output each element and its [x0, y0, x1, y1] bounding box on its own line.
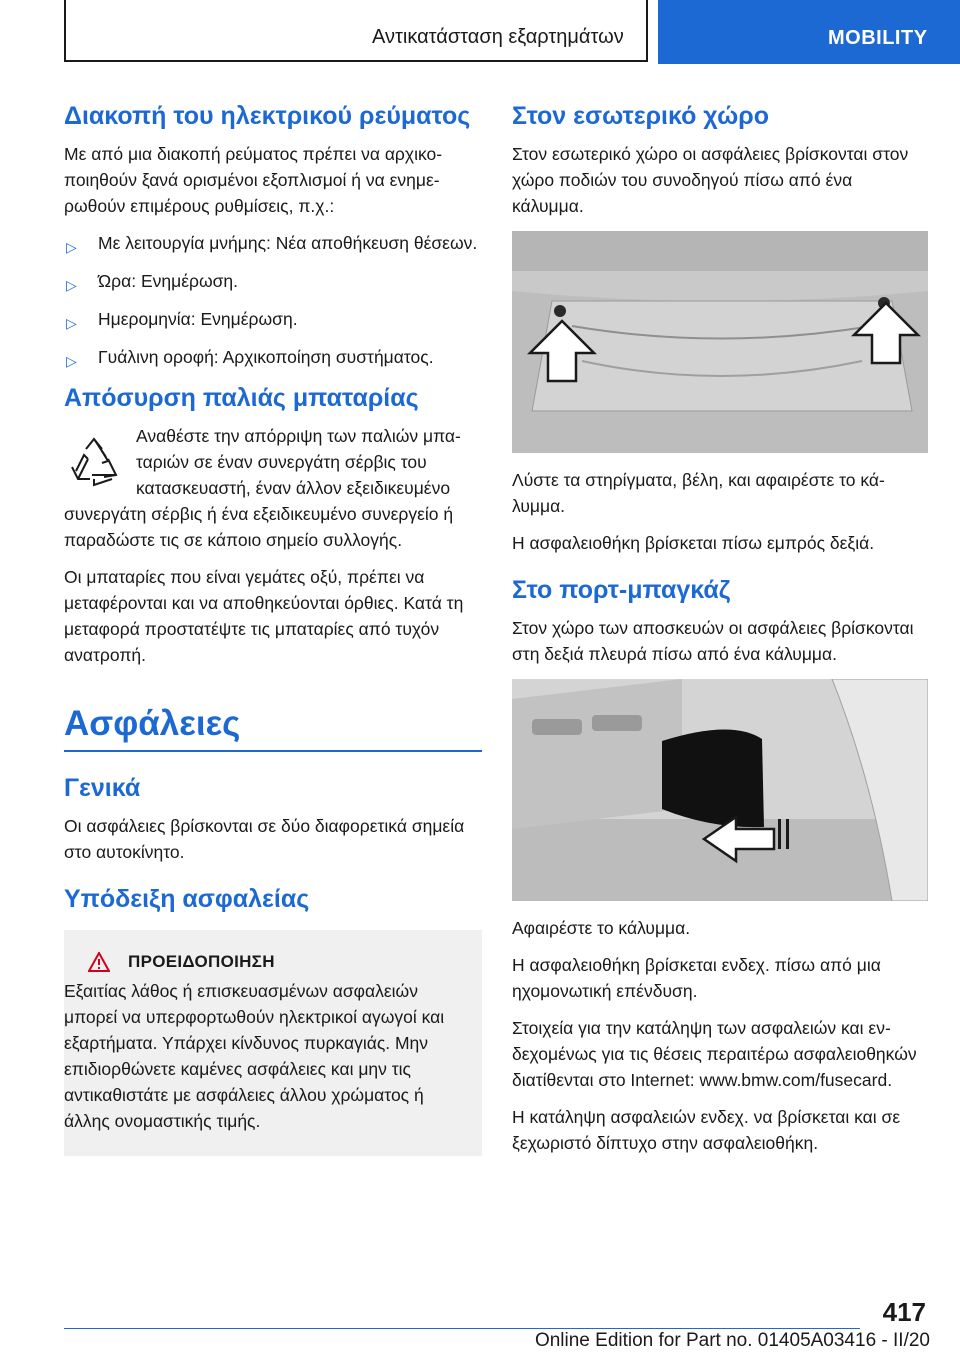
fuse-leaflet-text: Η κατάληψη ασφαλειών ενδεχ. να βρίσκεται και σε ξεχωριστό δίπτυχο στην ασφαλειοθήκη. — [512, 1107, 901, 1153]
left-column — [64, 100, 482, 1156]
battery-disposal-text: Αναθέστε την απόρριψη των παλιών μπαταριών σε έναν συνεργάτη σέρβις του κατασκευαστή, έναν άλλον εξειδικευμένο συνεργάτη σέρβις ή ένα εξειδικευμένο συνεργείο ή παραδώστε τις σε κάποιο σημείο συλλογής. — [64, 426, 461, 550]
general-text: Οι ασφάλειες βρίσκονται σε δύο διαφορετικά σημεία στο αυτοκίνητο. — [64, 816, 465, 862]
fusecard-info-text: Στοιχεία για την κατάληψη των ασφαλειών και ενδεχομένως για τις θέσεις περαιτέρω ασφαλειοθηκών διατίθενται στο Internet: www.bmw.com/fusecard. — [512, 1018, 917, 1090]
power-interruption-intro: Με από μια διακοπή ρεύματος πρέπει να αρχικοποιηθούν ξανά ορισμένοι εξοπλισμοί ή να ενημερωθούν επιμέρους ρυθμίσεις, π.χ.: — [64, 144, 443, 216]
list-item: ▷ Με λειτουργία μνήμης: Νέα αποθήκευση θέσεων. — [64, 230, 482, 256]
interior-location-text: Η ασφαλειοθήκη βρίσκεται πίσω εμπρός δεξιά. — [512, 533, 875, 553]
heading-power-interruption: Διακοπή του ηλεκτρικού ρεύματος — [64, 102, 471, 130]
triangle-bullet-icon: ▷ — [66, 353, 77, 369]
trunk-fuse-cover-photo — [512, 679, 928, 901]
edition-footer: Online Edition for Part no. 01405A03416 - II/20 — [534, 1330, 930, 1351]
section-divider — [64, 750, 482, 752]
interior-intro: Στον εσωτερικό χώρο οι ασφάλειες βρίσκονται στον χώρο ποδιών του συνοδηγού πίσω από ένα κάλυμμα. — [512, 144, 909, 216]
triangle-bullet-icon: ▷ — [66, 239, 77, 255]
triangle-bullet-icon: ▷ — [66, 315, 77, 331]
tab-mobility[interactable] — [658, 0, 960, 64]
power-interruption-list — [64, 230, 482, 370]
list-item: ▷ Ημερομηνία: Ενημέρωση. — [64, 306, 482, 332]
warning-text: Εξαιτίας λάθος ή επισκευασμένων ασφαλειών μπορεί να υπερφορτωθούν ηλεκτρικοί αγωγοί και εξαρτήματα. Υπάρχει κίνδυνος πυρκαγιάς. Μην επιδιορθώνετε καμένες ασφάλειες και μην τις αντικαθιστάτε με ασφάλειες άλλου χρώματος ή άλλης ονομαστικής τιμής. — [64, 981, 445, 1131]
right-column — [512, 100, 928, 1167]
footer-divider — [64, 1328, 860, 1329]
heading-trunk: Στο πορτ-μπαγκάζ — [512, 576, 731, 604]
battery-disposal-block — [64, 423, 482, 553]
battery-transport-text: Οι μπαταρίες που είναι γεμάτες οξύ, πρέπει να μεταφέρονται και να αποθηκεύονται όρθιες. Κατά τη μεταφορά προστατέψτε τις μπαταρίες από τυχόν ανατροπή. — [64, 567, 464, 665]
list-item: ▷ Γυάλινη οροφή: Αρχικοποίηση συστήματος. — [64, 344, 482, 370]
trunk-remove-cover-text: Αφαιρέστε το κάλυμμα. — [512, 918, 691, 938]
warning-title: ΠΡΟΕΙΔΟΠΟΙΗΣΗ — [128, 952, 275, 971]
trunk-intro: Στον χώρο των αποσκευών οι ασφάλειες βρίσκονται στη δεξιά πλευρά πίσω από ένα κάλυμμα. — [512, 618, 914, 664]
page-number: 417 — [882, 1297, 926, 1327]
warning-box — [64, 930, 482, 1156]
heading-general: Γενικά — [64, 774, 141, 802]
trunk-location-text: Η ασφαλειοθήκη βρίσκεται ενδεχ. πίσω από μια ηχομονωτική επένδυση. — [512, 955, 881, 1001]
warning-header — [64, 952, 466, 972]
list-item: ▷ Ώρα: Ενημέρωση. — [64, 268, 482, 294]
heading-fuses: Ασφάλειες — [64, 704, 241, 743]
interior-remove-cover-text: Λύστε τα στηρίγματα, βέλη, και αφαιρέστε το κάλυμμα. — [512, 470, 885, 516]
heading-interior: Στον εσωτερικό χώρο — [512, 102, 770, 130]
heading-battery-disposal: Απόσυρση παλιάς μπαταρίας — [64, 384, 419, 412]
recycle-icon — [64, 435, 124, 495]
heading-safety-hint: Υπόδειξη ασφαλείας — [64, 885, 310, 913]
interior-fuse-cover-photo — [512, 231, 928, 453]
tab-mobility-label: MOBILITY — [828, 27, 928, 49]
warning-triangle-icon — [88, 952, 110, 972]
section-title: Αντικατάσταση εξαρτημάτων — [372, 26, 624, 48]
triangle-bullet-icon: ▷ — [66, 277, 77, 293]
